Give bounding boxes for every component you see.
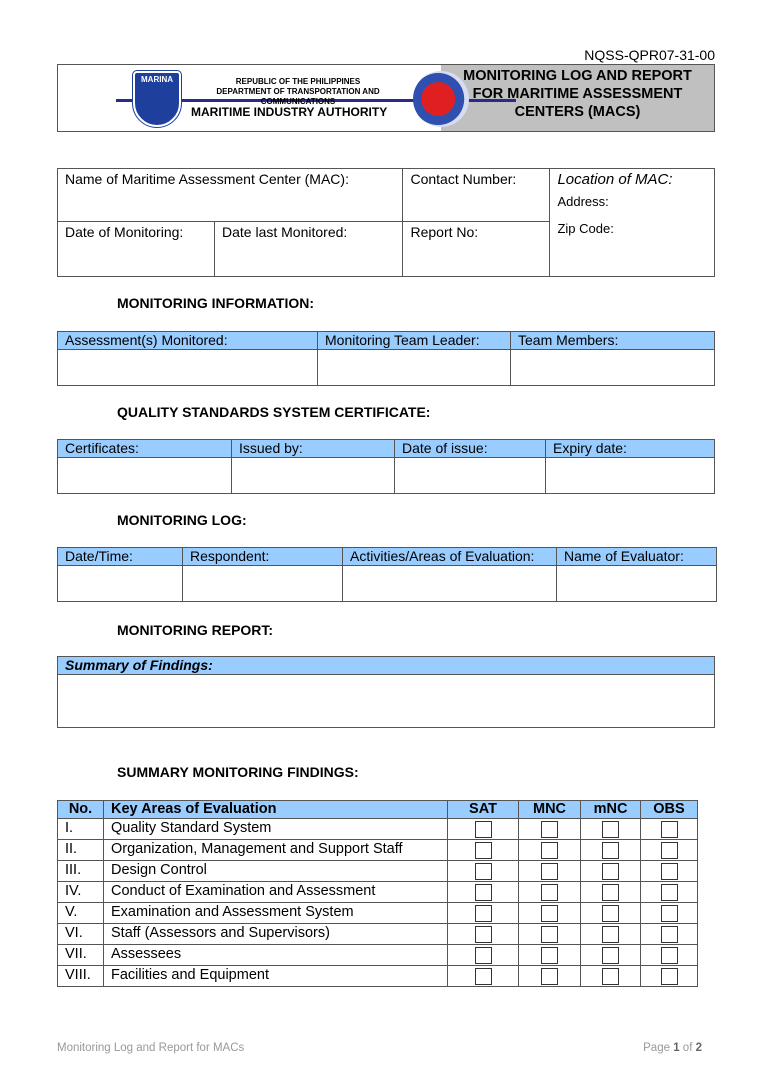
obs-checkbox[interactable] (661, 842, 678, 859)
mac-info-table (57, 168, 715, 277)
mnc-cell (519, 840, 581, 861)
mnc-minor-checkbox[interactable] (602, 905, 619, 922)
sat-checkbox[interactable] (475, 863, 492, 880)
mnc-checkbox[interactable] (541, 842, 558, 859)
key-area: Examination and Assessment System (104, 903, 448, 924)
input-cell[interactable] (511, 350, 715, 386)
obs-cell (641, 882, 698, 903)
mnc-minor-cell (581, 924, 641, 945)
mnc-cell (519, 903, 581, 924)
mnc-minor-cell (581, 861, 641, 882)
input-cell[interactable] (343, 566, 557, 602)
monitoring-report-table (57, 656, 715, 728)
section-title: MONITORING LOG: (117, 512, 247, 528)
sat-cell (448, 882, 519, 903)
sat-cell (448, 840, 519, 861)
mnc-minor-checkbox[interactable] (602, 926, 619, 943)
sat-cell (448, 966, 519, 987)
findings-row (58, 924, 698, 945)
obs-cell (641, 924, 698, 945)
contact-number-field[interactable]: Contact Number: (403, 169, 550, 222)
sat-cell (448, 819, 519, 840)
sat-checkbox[interactable] (475, 968, 492, 985)
row-number: III. (58, 861, 104, 882)
mnc-minor-cell (581, 966, 641, 987)
authority-name: MARITIME INDUSTRY AUTHORITY (191, 105, 388, 119)
column-header: Date of issue: (395, 440, 546, 458)
document-code: NQSS-QPR07-31-00 (584, 47, 715, 63)
key-area: Design Control (104, 861, 448, 882)
monitoring-log-table (57, 547, 717, 602)
column-header: Assessment(s) Monitored: (58, 332, 318, 350)
obs-checkbox[interactable] (661, 947, 678, 964)
key-area: Facilities and Equipment (104, 966, 448, 987)
monitoring-info-table (57, 331, 715, 386)
sat-checkbox[interactable] (475, 842, 492, 859)
row-number: I. (58, 819, 104, 840)
sat-checkbox[interactable] (475, 884, 492, 901)
mnc-checkbox[interactable] (541, 821, 558, 838)
column-header: Expiry date: (546, 440, 715, 458)
summary-input[interactable] (58, 675, 715, 728)
sat-cell (448, 945, 519, 966)
letterhead (57, 64, 715, 132)
column-header: OBS (641, 801, 698, 819)
column-header: Certificates: (58, 440, 232, 458)
key-area: Assessees (104, 945, 448, 966)
current-page: 1 (673, 1042, 680, 1054)
mnc-cell (519, 966, 581, 987)
mnc-cell (519, 819, 581, 840)
input-cell[interactable] (232, 458, 395, 494)
obs-checkbox[interactable] (661, 968, 678, 985)
section-title: MONITORING REPORT: (117, 622, 274, 638)
mnc-cell (519, 861, 581, 882)
obs-cell (641, 966, 698, 987)
column-header: Summary of Findings: (58, 657, 715, 675)
sat-checkbox[interactable] (475, 821, 492, 838)
findings-row (58, 882, 698, 903)
input-cell[interactable] (318, 350, 511, 386)
mnc-checkbox[interactable] (541, 947, 558, 964)
mnc-minor-cell (581, 819, 641, 840)
mnc-checkbox[interactable] (541, 884, 558, 901)
obs-cell (641, 840, 698, 861)
mnc-cell (519, 945, 581, 966)
input-cell[interactable] (546, 458, 715, 494)
sat-cell (448, 903, 519, 924)
findings-row (58, 945, 698, 966)
mnc-checkbox[interactable] (541, 863, 558, 880)
republic-text: REPUBLIC OF THE PHILIPPINES (235, 77, 361, 86)
column-header: Issued by: (232, 440, 395, 458)
findings-row (58, 966, 698, 987)
input-cell[interactable] (58, 458, 232, 494)
input-cell[interactable] (183, 566, 343, 602)
obs-checkbox[interactable] (661, 905, 678, 922)
obs-cell (641, 819, 698, 840)
mnc-cell (519, 882, 581, 903)
column-header: Activities/Areas of Evaluation: (343, 548, 557, 566)
mnc-minor-checkbox[interactable] (602, 884, 619, 901)
report-no-field[interactable]: Report No: (403, 222, 550, 277)
qss-table (57, 439, 715, 494)
obs-cell (641, 945, 698, 966)
mnc-minor-checkbox[interactable] (602, 863, 619, 880)
obs-checkbox[interactable] (661, 884, 678, 901)
mnc-minor-cell (581, 945, 641, 966)
location-label: Location of MAC: (557, 171, 673, 188)
total-pages: 2 (695, 1042, 702, 1054)
input-cell[interactable] (557, 566, 717, 602)
findings-row (58, 840, 698, 861)
row-number: V. (58, 903, 104, 924)
marina-logo-icon: MARINA (133, 71, 181, 127)
obs-cell (641, 903, 698, 924)
column-header: Key Areas of Evaluation (104, 801, 448, 819)
mnc-minor-cell (581, 882, 641, 903)
row-number: VI. (58, 924, 104, 945)
location-field[interactable] (550, 169, 715, 277)
title-line: FOR MARITIME ASSESSMENT (472, 86, 683, 102)
mnc-minor-cell (581, 840, 641, 861)
title-line: CENTERS (MACS) (514, 104, 641, 120)
column-header: MNC (519, 801, 581, 819)
input-cell[interactable] (395, 458, 546, 494)
row-number: VII. (58, 945, 104, 966)
sat-cell (448, 924, 519, 945)
page-prefix: Page (643, 1042, 674, 1054)
mnc-cell (519, 924, 581, 945)
column-header: mNC (581, 801, 641, 819)
mnc-checkbox[interactable] (541, 926, 558, 943)
key-area: Quality Standard System (104, 819, 448, 840)
sat-cell (448, 861, 519, 882)
date-of-monitoring-field[interactable]: Date of Monitoring: (58, 222, 215, 277)
page-number (643, 1042, 702, 1054)
footer-title: Monitoring Log and Report for MACs (57, 1042, 245, 1054)
findings-row (58, 861, 698, 882)
page-of: of (679, 1042, 696, 1054)
obs-checkbox[interactable] (661, 821, 678, 838)
sat-checkbox[interactable] (475, 926, 492, 943)
mnc-checkbox[interactable] (541, 905, 558, 922)
findings-row (58, 819, 698, 840)
input-cell[interactable] (58, 350, 318, 386)
column-header: Team Members: (511, 332, 715, 350)
key-area: Conduct of Examination and Assessment (104, 882, 448, 903)
findings-row (58, 903, 698, 924)
zip-label: Zip Code: (557, 221, 614, 236)
column-header: Monitoring Team Leader: (318, 332, 511, 350)
mnc-minor-checkbox[interactable] (602, 821, 619, 838)
section-title: SUMMARY MONITORING FINDINGS: (117, 764, 359, 780)
column-header: No. (58, 801, 104, 819)
key-area: Staff (Assessors and Supervisors) (104, 924, 448, 945)
key-area: Organization, Management and Support Staff (104, 840, 448, 861)
obs-checkbox[interactable] (661, 863, 678, 880)
mnc-minor-checkbox[interactable] (602, 968, 619, 985)
mnc-minor-checkbox[interactable] (602, 947, 619, 964)
column-header: Date/Time: (58, 548, 183, 566)
row-number: II. (58, 840, 104, 861)
mnc-minor-cell (581, 903, 641, 924)
mac-name-field[interactable]: Name of Maritime Assessment Center (MAC): (58, 169, 403, 222)
section-title: QUALITY STANDARDS SYSTEM CERTIFICATE: (117, 404, 431, 420)
section-title: MONITORING INFORMATION: (117, 295, 315, 311)
mnc-checkbox[interactable] (541, 968, 558, 985)
department-text: DEPARTMENT OF TRANSPORTATION AND COMMUNICATIONS (216, 87, 380, 106)
address-label: Address: (557, 194, 609, 209)
findings-table (57, 800, 698, 987)
column-header: SAT (448, 801, 519, 819)
date-last-monitored-field[interactable]: Date last Monitored: (215, 222, 403, 277)
document-title (441, 67, 714, 121)
sat-checkbox[interactable] (475, 947, 492, 964)
row-number: IV. (58, 882, 104, 903)
title-line: MONITORING LOG AND REPORT (463, 68, 692, 84)
column-header: Respondent: (183, 548, 343, 566)
obs-checkbox[interactable] (661, 926, 678, 943)
mnc-minor-checkbox[interactable] (602, 842, 619, 859)
row-number: VIII. (58, 966, 104, 987)
sat-checkbox[interactable] (475, 905, 492, 922)
input-cell[interactable] (58, 566, 183, 602)
obs-cell (641, 861, 698, 882)
republic-heading (188, 77, 408, 107)
column-header: Name of Evaluator: (557, 548, 717, 566)
